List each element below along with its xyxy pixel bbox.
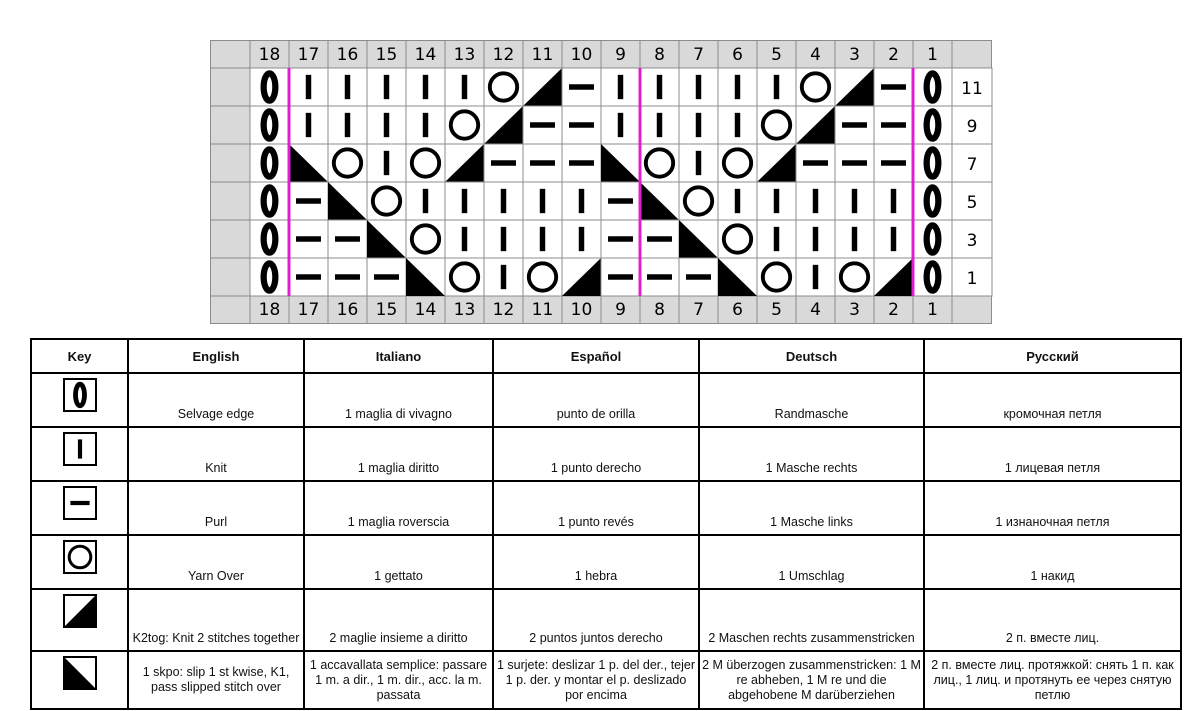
header-key: Key: [31, 339, 128, 373]
key-russian: кромочная петля: [924, 373, 1181, 427]
key-symbol-cell: [31, 373, 128, 427]
key-row: [31, 427, 1181, 481]
key-row: [31, 535, 1181, 589]
header-english: English: [128, 339, 304, 373]
column-number-bottom: 15: [375, 300, 398, 320]
key-russian: 1 изнаночная петля: [924, 481, 1181, 535]
column-number-bottom: 11: [531, 300, 554, 320]
key-espanol: 2 puntos juntos derecho: [493, 589, 699, 651]
column-number-bottom: 1: [927, 300, 938, 320]
column-number-bottom: 14: [414, 300, 437, 320]
column-number-top: 13: [453, 45, 476, 65]
key-row: [31, 589, 1181, 651]
key-espanol: 1 punto revés: [493, 481, 699, 535]
key-symbol-cell: [31, 535, 128, 589]
column-number-top: 14: [414, 45, 437, 65]
column-number-bottom: 12: [492, 300, 515, 320]
column-number-top: 9: [615, 45, 626, 65]
row-number: 3: [966, 231, 978, 251]
key-english: Knit: [128, 427, 304, 481]
column-number-bottom: 13: [453, 300, 476, 320]
column-number-top: 8: [654, 45, 665, 65]
column-number-bottom: 9: [615, 300, 626, 320]
header-espanol: Español: [493, 339, 699, 373]
key-deutsch: 2 M überzogen zusammenstricken: 1 M re abheben, 1 M re und die abgehobene M darüberziehen: [699, 651, 924, 709]
column-number-bottom: 18: [258, 300, 281, 320]
column-number-top: 1: [927, 45, 938, 65]
key-espanol: 1 surjete: deslizar 1 p. del der., tejer 1 p. der. y montar el p. deslizado por encima: [493, 651, 699, 709]
key-russian: 2 п. вместе лиц. протяжкой: снять 1 п. как лиц., 1 лиц. и протянуть ее через снятую петлю: [924, 651, 1181, 709]
key-deutsch: Randmasche: [699, 373, 924, 427]
column-number-bottom: 6: [732, 300, 743, 320]
column-number-top: 6: [732, 45, 743, 65]
knit-icon: [63, 432, 97, 466]
key-russian: 1 лицевая петля: [924, 427, 1181, 481]
key-deutsch: 2 Maschen rechts zusammenstricken: [699, 589, 924, 651]
column-number-bottom: 2: [888, 300, 899, 320]
key-row: [31, 373, 1181, 427]
key-italiano: 1 maglia di vivagno: [304, 373, 493, 427]
key-header-row: [31, 339, 1181, 373]
skpo-icon: [63, 656, 97, 690]
key-english: Purl: [128, 481, 304, 535]
key-italiano: 1 maglia roverscia: [304, 481, 493, 535]
key-russian: 1 накид: [924, 535, 1181, 589]
key-espanol: 1 hebra: [493, 535, 699, 589]
row-number: 9: [966, 117, 978, 137]
column-number-top: 4: [810, 45, 821, 65]
selvage-icon: [63, 378, 97, 412]
column-number-top: 5: [771, 45, 782, 65]
key-italiano: 1 maglia diritto: [304, 427, 493, 481]
key-english: K2tog: Knit 2 stitches together: [128, 589, 304, 651]
key-symbol-cell: [31, 427, 128, 481]
key-espanol: 1 punto derecho: [493, 427, 699, 481]
header-italiano: Italiano: [304, 339, 493, 373]
column-number-top: 10: [570, 45, 593, 65]
key-italiano: 2 maglie insieme a diritto: [304, 589, 493, 651]
header-russian: Русский: [924, 339, 1181, 373]
key-symbol-cell: [31, 481, 128, 535]
key-symbol-cell: [31, 589, 128, 651]
column-number-bottom: 5: [771, 300, 782, 320]
column-number-bottom: 10: [570, 300, 593, 320]
key-symbol: [65, 658, 95, 688]
column-number-bottom: 17: [297, 300, 320, 320]
column-number-bottom: 4: [810, 300, 821, 320]
column-number-bottom: 7: [693, 300, 704, 320]
chart-grid: [210, 40, 996, 324]
key-deutsch: 1 Masche rechts: [699, 427, 924, 481]
key-english: 1 skpo: slip 1 st kwise, K1, pass slipped stitch over: [128, 651, 304, 709]
key-italiano: 1 gettato: [304, 535, 493, 589]
key-symbol: [65, 596, 95, 626]
key-row: [31, 481, 1181, 535]
column-number-bottom: 8: [654, 300, 665, 320]
row-number: 7: [966, 155, 978, 175]
key-row: [31, 651, 1181, 709]
key-symbol: [75, 384, 84, 406]
row-number: 11: [961, 79, 983, 99]
column-number-top: 15: [375, 45, 398, 65]
column-number-top: 7: [693, 45, 704, 65]
k2tog-icon: [63, 594, 97, 628]
stitch-key-table: [30, 338, 1182, 710]
column-number-top: 16: [336, 45, 359, 65]
column-number-top: 12: [492, 45, 515, 65]
row-number: 5: [966, 193, 978, 213]
header-deutsch: Deutsch: [699, 339, 924, 373]
key-english: Yarn Over: [128, 535, 304, 589]
key-symbol: [69, 546, 91, 568]
column-number-top: 18: [258, 45, 281, 65]
key-deutsch: 1 Umschlag: [699, 535, 924, 589]
key-espanol: punto de orilla: [493, 373, 699, 427]
column-number-top: 3: [849, 45, 860, 65]
key-english: Selvage edge: [128, 373, 304, 427]
key-deutsch: 1 Masche links: [699, 481, 924, 535]
column-number-top: 2: [888, 45, 899, 65]
purl-icon: [63, 486, 97, 520]
key-russian: 2 п. вместе лиц.: [924, 589, 1181, 651]
column-number-bottom: 3: [849, 300, 860, 320]
column-number-bottom: 16: [336, 300, 359, 320]
yarn-over-icon: [63, 540, 97, 574]
knitting-chart: [210, 40, 996, 324]
key-italiano: 1 accavallata semplice: passare 1 m. a dir., 1 m. dir., acc. la m. passata: [304, 651, 493, 709]
key-symbol-cell: [31, 651, 128, 709]
column-number-top: 17: [297, 45, 320, 65]
column-number-top: 11: [531, 45, 554, 65]
row-number: 1: [966, 269, 978, 289]
